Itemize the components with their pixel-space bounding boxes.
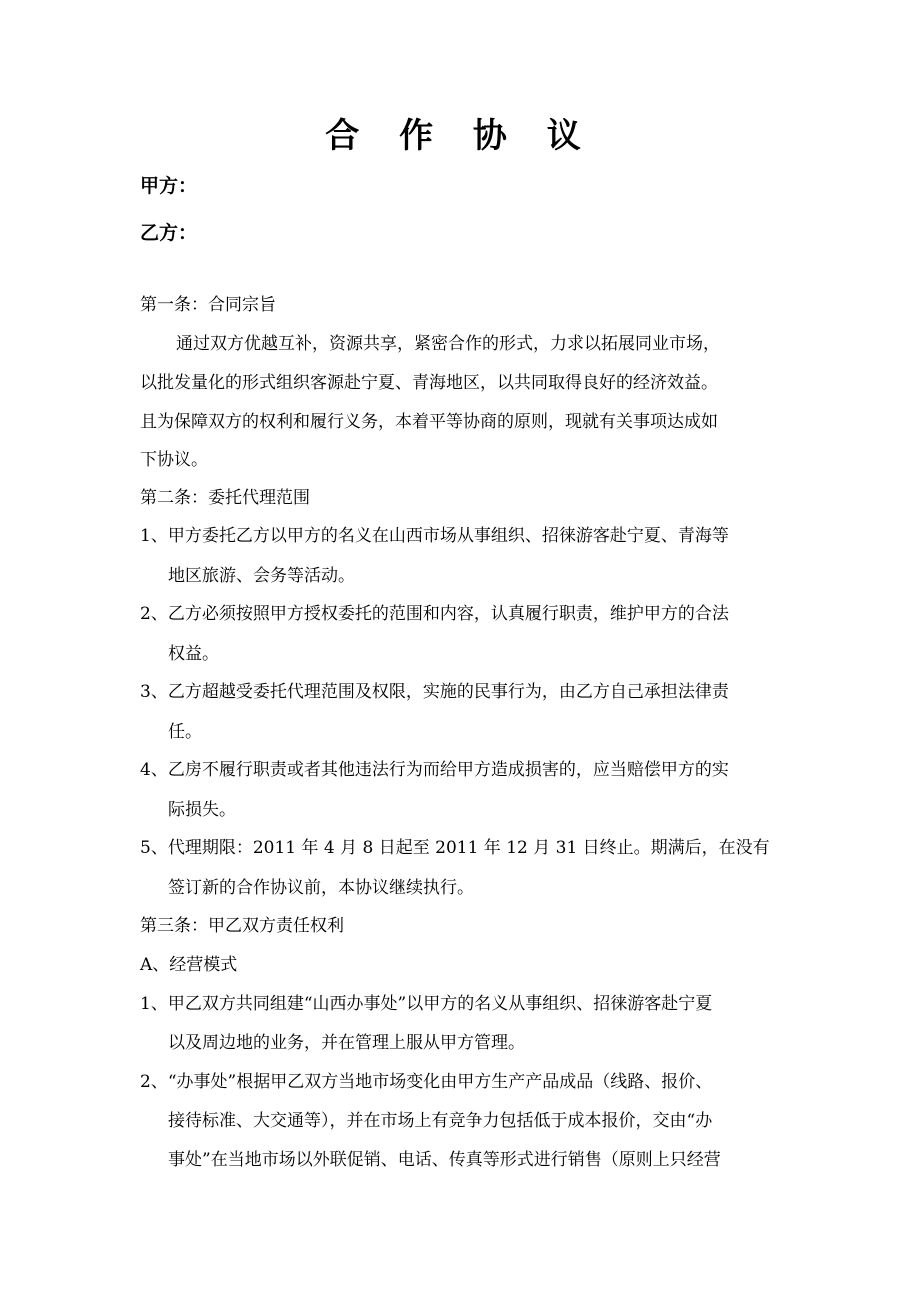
document-title: 合 作 协 议 bbox=[325, 116, 595, 156]
article2-item-3-cont: 任。 bbox=[168, 722, 202, 742]
article2-item-1-cont: 地区旅游、会务等活动。 bbox=[168, 566, 355, 586]
article3-item-2-cont: 接待标准、大交通等），并在市场上有竞争力包括低于成本报价，交由“办 bbox=[168, 1111, 713, 1131]
article2-item-3: 3、乙方超越受委托代理范围及权限，实施的民事行为，由乙方自己承担法律责 bbox=[140, 682, 729, 702]
article3-subheading: A、经营模式 bbox=[140, 955, 238, 975]
article1-heading: 第一条：合同宗旨 bbox=[140, 295, 276, 315]
article3-item-2-cont: 事处”在当地市场以外联促销、电话、传真等形式进行销售（原则上只经营 bbox=[168, 1150, 721, 1170]
article1-line: 通过双方优越互补，资源共享，紧密合作的形式，力求以拓展同业市场， bbox=[176, 334, 720, 354]
article2-item-2: 2、乙方必须按照甲方授权委托的范围和内容，认真履行职责，维护甲方的合法 bbox=[140, 604, 729, 624]
article2-item-1: 1、甲方委托乙方以甲方的名义在山西市场从事组织、招徕游客赴宁夏、青海等 bbox=[140, 526, 729, 546]
article3-item-2: 2、“办事处”根据甲乙双方当地市场变化由甲方生产产品成品（线路、报价、 bbox=[140, 1072, 713, 1092]
party-b-label: 乙方： bbox=[140, 222, 198, 244]
party-a-label: 甲方： bbox=[140, 175, 198, 197]
article2-item-5-cont: 签订新的合作协议前，本协议继续执行。 bbox=[168, 878, 474, 898]
article2-item-4-cont: 际损失。 bbox=[168, 800, 236, 820]
article2-item-5: 5、代理期限：2011 年 4 月 8 日起至 2011 年 12 月 31 日终止。期满后，在没有 bbox=[140, 838, 770, 858]
article2-heading: 第二条：委托代理范围 bbox=[140, 488, 310, 508]
article2-item-2-cont: 权益。 bbox=[168, 644, 219, 664]
article1-line: 以批发量化的形式组织客源赴宁夏、青海地区，以共同取得良好的经济效益。 bbox=[140, 373, 718, 393]
article1-line: 下协议。 bbox=[140, 450, 208, 470]
article3-item-1: 1、甲乙双方共同组建“山西办事处”以甲方的名义从事组织、招徕游客赴宁夏 bbox=[140, 994, 713, 1014]
article1-line: 且为保障双方的权利和履行义务，本着平等协商的原则，现就有关事项达成如 bbox=[140, 412, 718, 432]
article3-item-1-cont: 以及周边地的业务，并在管理上服从甲方管理。 bbox=[168, 1033, 525, 1053]
article3-heading: 第三条：甲乙双方责任权利 bbox=[140, 916, 344, 936]
article2-item-4: 4、乙房不履行职责或者其他违法行为而给甲方造成损害的，应当赔偿甲方的实 bbox=[140, 760, 729, 780]
